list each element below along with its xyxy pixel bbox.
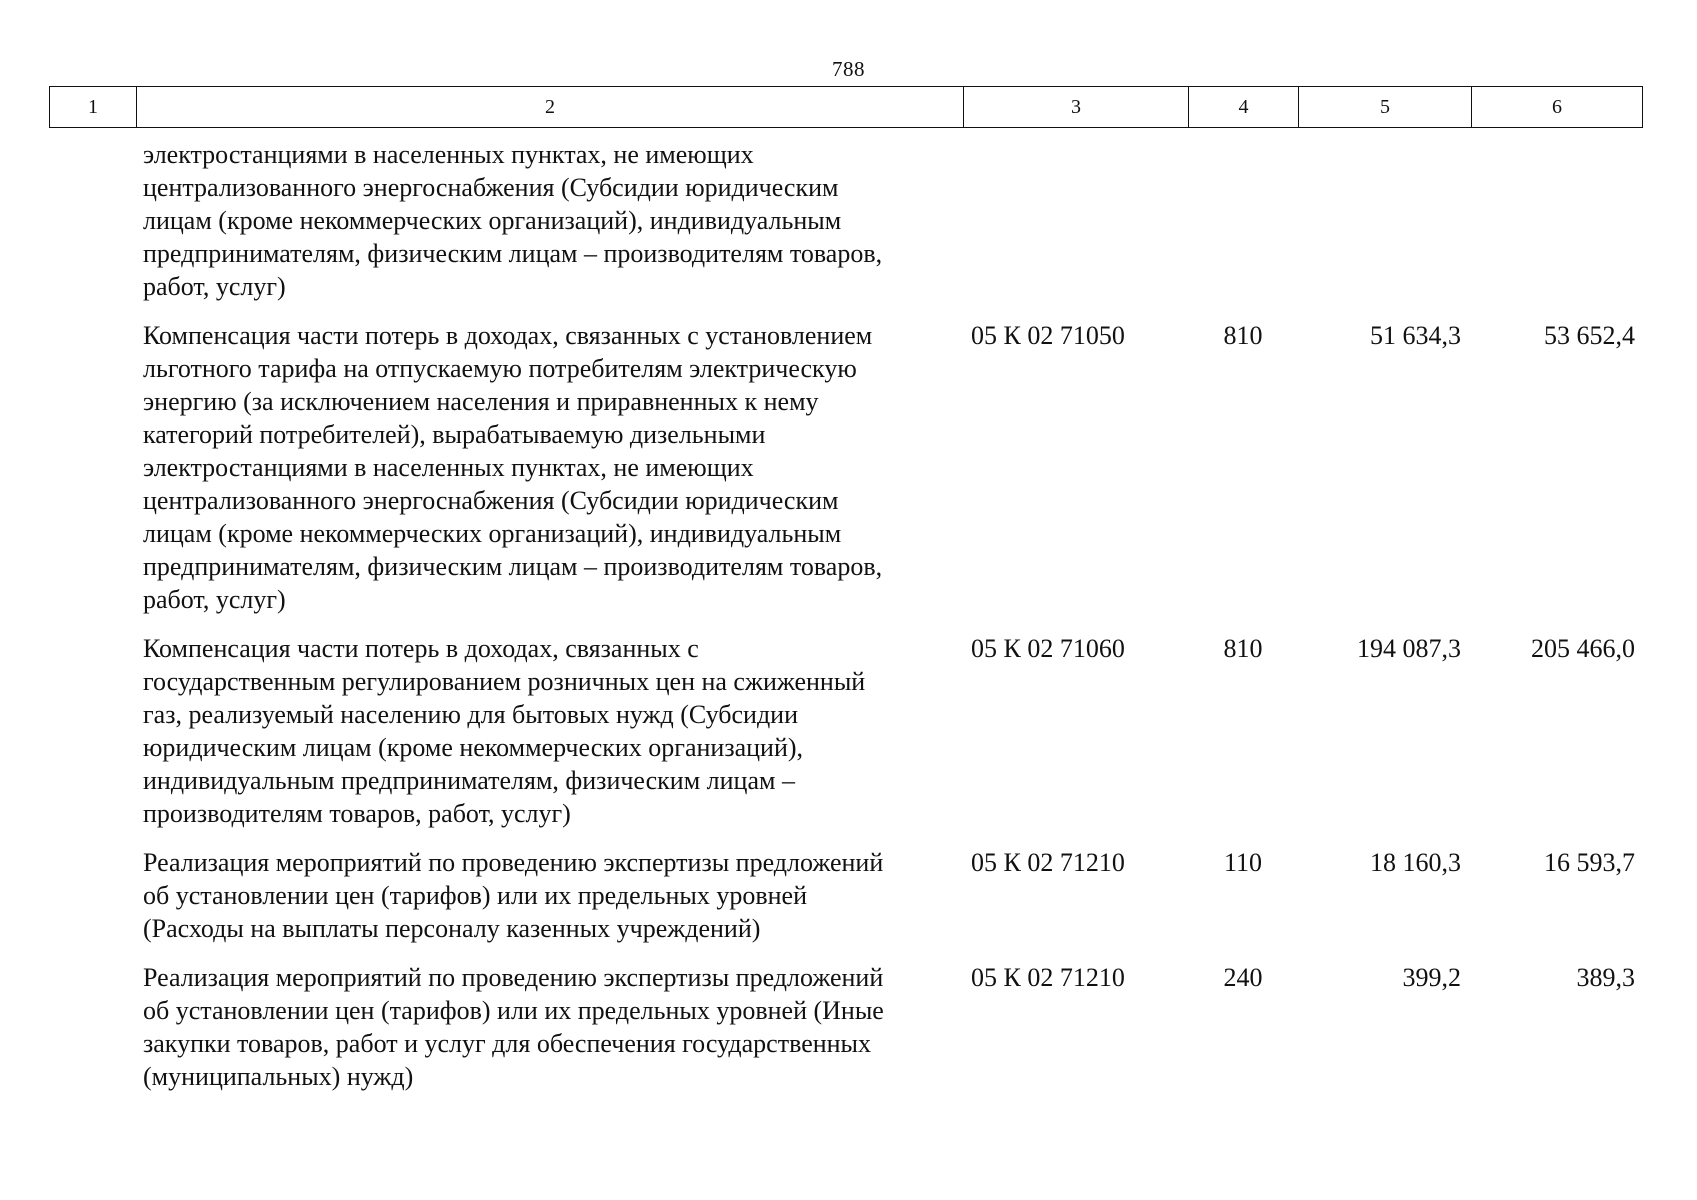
row-value-5: 194 087,3	[1357, 634, 1461, 663]
row-description	[136, 632, 963, 830]
description-line: газ, реализуемый населению для бытовых нужд (Субсидии	[143, 700, 799, 729]
description-line: электростанциями в населенных пунктах, не имеющих	[143, 453, 754, 482]
row-code: 05 К 02 71060	[971, 634, 1125, 663]
row-number-cell	[49, 138, 136, 303]
description-line: Компенсация части потерь в доходах, связанных с установлением	[143, 321, 873, 350]
row-type: 110	[1223, 848, 1263, 877]
table-row	[49, 319, 1643, 616]
row-value-6: 389,3	[1576, 963, 1635, 992]
description-line: об установлении цен (тарифов) или их предельных уровней	[143, 881, 807, 910]
description-line: об установлении цен (тарифов) или их предельных уровней (Иные	[143, 996, 884, 1025]
row-value-5: 399,2	[1402, 963, 1461, 992]
description-line: льготного тарифа на отпускаемую потребителям электрическую	[143, 354, 857, 383]
description-line: электростанциями в населенных пунктах, не имеющих	[143, 140, 754, 169]
description-line: Реализация мероприятий по проведению экспертизы предложений	[143, 963, 884, 992]
description-line: лицам (кроме некоммерческих организаций), индивидуальным	[143, 519, 842, 548]
description-line: юридическим лицам (кроме некоммерческих организаций),	[143, 733, 804, 762]
description-line: предпринимателям, физическим лицам – производителям товаров,	[143, 552, 883, 581]
header-column-5: 5	[1299, 87, 1472, 127]
table-row	[49, 632, 1643, 830]
row-value-5: 18 160,3	[1370, 848, 1461, 877]
description-line: (Расходы на выплаты персоналу казенных учреждений)	[143, 914, 761, 943]
row-value-5: 51 634,3	[1370, 321, 1461, 350]
description-line: централизованного энергоснабжения (Субсидии юридическим	[143, 486, 839, 515]
description-line: (муниципальных) нужд)	[143, 1062, 414, 1091]
header-column-6: 6	[1552, 95, 1562, 118]
table-header	[49, 86, 1643, 128]
header-column-2: 2	[137, 87, 964, 127]
row-code	[963, 138, 1188, 303]
description-line: закупки товаров, работ и услуг для обеспечения государственных	[143, 1029, 872, 1058]
row-description	[136, 961, 963, 1093]
table-row	[49, 961, 1643, 1093]
description-line: централизованного энергоснабжения (Субсидии юридическим	[143, 173, 839, 202]
description-line: лицам (кроме некоммерческих организаций), индивидуальным	[143, 206, 842, 235]
row-number-cell	[49, 961, 136, 1093]
description-line: Компенсация части потерь в доходах, связанных с	[143, 634, 699, 663]
row-code: 05 К 02 71050	[971, 321, 1125, 350]
header-column-1: 1	[50, 87, 137, 127]
description-line: производителям товаров, работ, услуг)	[143, 799, 571, 828]
row-type: 810	[1223, 321, 1263, 350]
description-line: государственным регулированием розничных цен на сжиженный	[143, 667, 866, 696]
row-type	[1188, 138, 1298, 303]
description-line: предпринимателям, физическим лицам – производителям товаров,	[143, 239, 883, 268]
row-value-6: 205 466,0	[1531, 634, 1635, 663]
row-description	[136, 846, 963, 945]
row-code: 05 К 02 71210	[971, 963, 1125, 992]
row-number-cell	[49, 632, 136, 830]
row-description	[136, 138, 963, 303]
table-row	[49, 846, 1643, 945]
description-line: категорий потребителей), вырабатываемую дизельными	[143, 420, 766, 449]
row-value-5	[1298, 138, 1471, 303]
table-body	[49, 138, 1643, 1109]
page-number: 788	[832, 57, 865, 81]
description-line: Реализация мероприятий по проведению экспертизы предложений	[143, 848, 884, 877]
row-value-6: 53 652,4	[1544, 321, 1635, 350]
description-line: работ, услуг)	[143, 585, 286, 614]
row-type: 240	[1223, 963, 1263, 992]
row-value-6: 16 593,7	[1544, 848, 1635, 877]
header-column-4: 4	[1189, 87, 1299, 127]
row-value-6	[1471, 138, 1643, 303]
row-description	[136, 319, 963, 616]
row-number-cell	[49, 846, 136, 945]
description-line: индивидуальным предпринимателям, физическим лицам –	[143, 766, 795, 795]
row-number-cell	[49, 319, 136, 616]
description-line: энергию (за исключением населения и приравненных к нему	[143, 387, 819, 416]
row-code: 05 К 02 71210	[971, 848, 1125, 877]
table-row	[49, 138, 1643, 303]
header-column-3: 3	[964, 87, 1189, 127]
row-type: 810	[1223, 634, 1263, 663]
description-line: работ, услуг)	[143, 272, 286, 301]
